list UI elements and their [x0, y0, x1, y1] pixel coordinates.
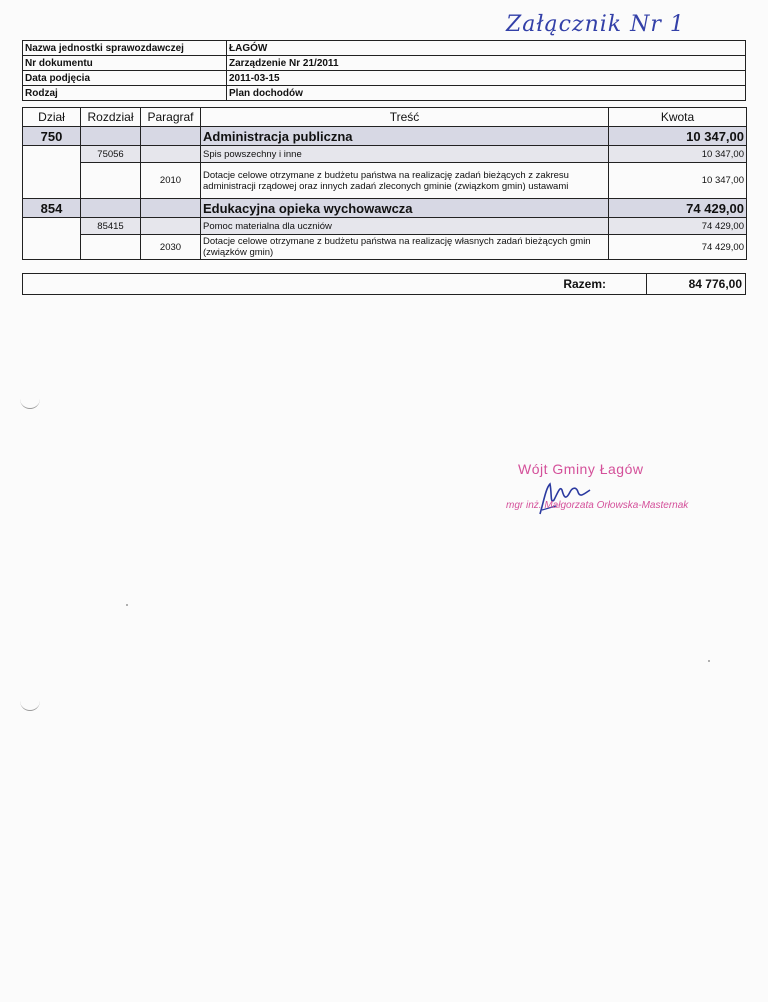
rozdzial-row	[23, 146, 747, 163]
rozdzial-code: 85415	[81, 218, 141, 235]
dzial-amount: 10 347,00	[609, 127, 747, 146]
header-label: Nr dokumentu	[23, 56, 227, 71]
column-header: Kwota	[609, 108, 747, 127]
header-label: Rodzaj	[23, 86, 227, 101]
scan-speck	[126, 604, 128, 606]
dzial-amount: 74 429,00	[609, 199, 747, 218]
paragraf-row	[23, 163, 747, 199]
paragraf-code: 2030	[141, 235, 201, 260]
total-label: Razem:	[23, 274, 647, 295]
total-row	[23, 274, 746, 295]
dzial-code: 854	[23, 199, 81, 218]
paragraf-amount: 74 429,00	[609, 235, 747, 260]
header-row	[23, 41, 746, 56]
header-label: Data podjęcia	[23, 71, 227, 86]
header-row	[23, 71, 746, 86]
paragraf-row	[23, 235, 747, 260]
punch-hole-mark	[20, 398, 40, 409]
paragraf-code: 2010	[141, 163, 201, 199]
column-header: Rozdział	[81, 108, 141, 127]
rozdzial-title: Pomoc materialna dla uczniów	[201, 218, 609, 235]
scan-speck	[708, 660, 710, 662]
paragraf-title: Dotacje celowe otrzymane z budżetu państwa na realizację własnych zadań bieżących gmin (związków gmin)	[201, 235, 609, 260]
rozdzial-amount: 10 347,00	[609, 146, 747, 163]
dzial-row	[23, 127, 747, 146]
paragraf-amount: 10 347,00	[609, 163, 747, 199]
stamp-title: Wójt Gminy Łagów	[518, 461, 644, 477]
header-info-table	[22, 40, 746, 101]
dzial-row	[23, 199, 747, 218]
punch-hole-mark	[20, 700, 40, 711]
header-value: ŁAGÓW	[227, 41, 746, 56]
header-value: Plan dochodów	[227, 86, 746, 101]
dzial-title: Administracja publiczna	[201, 127, 609, 146]
table-header-row	[23, 108, 747, 127]
column-header: Dział	[23, 108, 81, 127]
rozdzial-amount: 74 429,00	[609, 218, 747, 235]
paragraf-title: Dotacje celowe otrzymane z budżetu państwa na realizację zadań bieżących z zakresu administracji rządowej oraz innych zadań zleconych gminie (związkom gmin) ustawami	[201, 163, 609, 199]
header-label: Nazwa jednostki sprawozdawczej	[23, 41, 227, 56]
budget-table	[22, 107, 747, 260]
rozdzial-code: 75056	[81, 146, 141, 163]
stamp-name: mgr inż. Małgorzata Orłowska-Masternak	[506, 500, 689, 511]
column-header: Paragraf	[141, 108, 201, 127]
header-value: Zarządzenie Nr 21/2011	[227, 56, 746, 71]
header-row	[23, 56, 746, 71]
total-table	[22, 273, 746, 295]
header-row	[23, 86, 746, 101]
rozdzial-row	[23, 218, 747, 235]
total-amount: 84 776,00	[647, 274, 746, 295]
dzial-code: 750	[23, 127, 81, 146]
header-value: 2011-03-15	[227, 71, 746, 86]
attachment-note: Załącznik Nr 1	[506, 12, 685, 37]
column-header: Treść	[201, 108, 609, 127]
dzial-title: Edukacyjna opieka wychowawcza	[201, 199, 609, 218]
rozdzial-title: Spis powszechny i inne	[201, 146, 609, 163]
